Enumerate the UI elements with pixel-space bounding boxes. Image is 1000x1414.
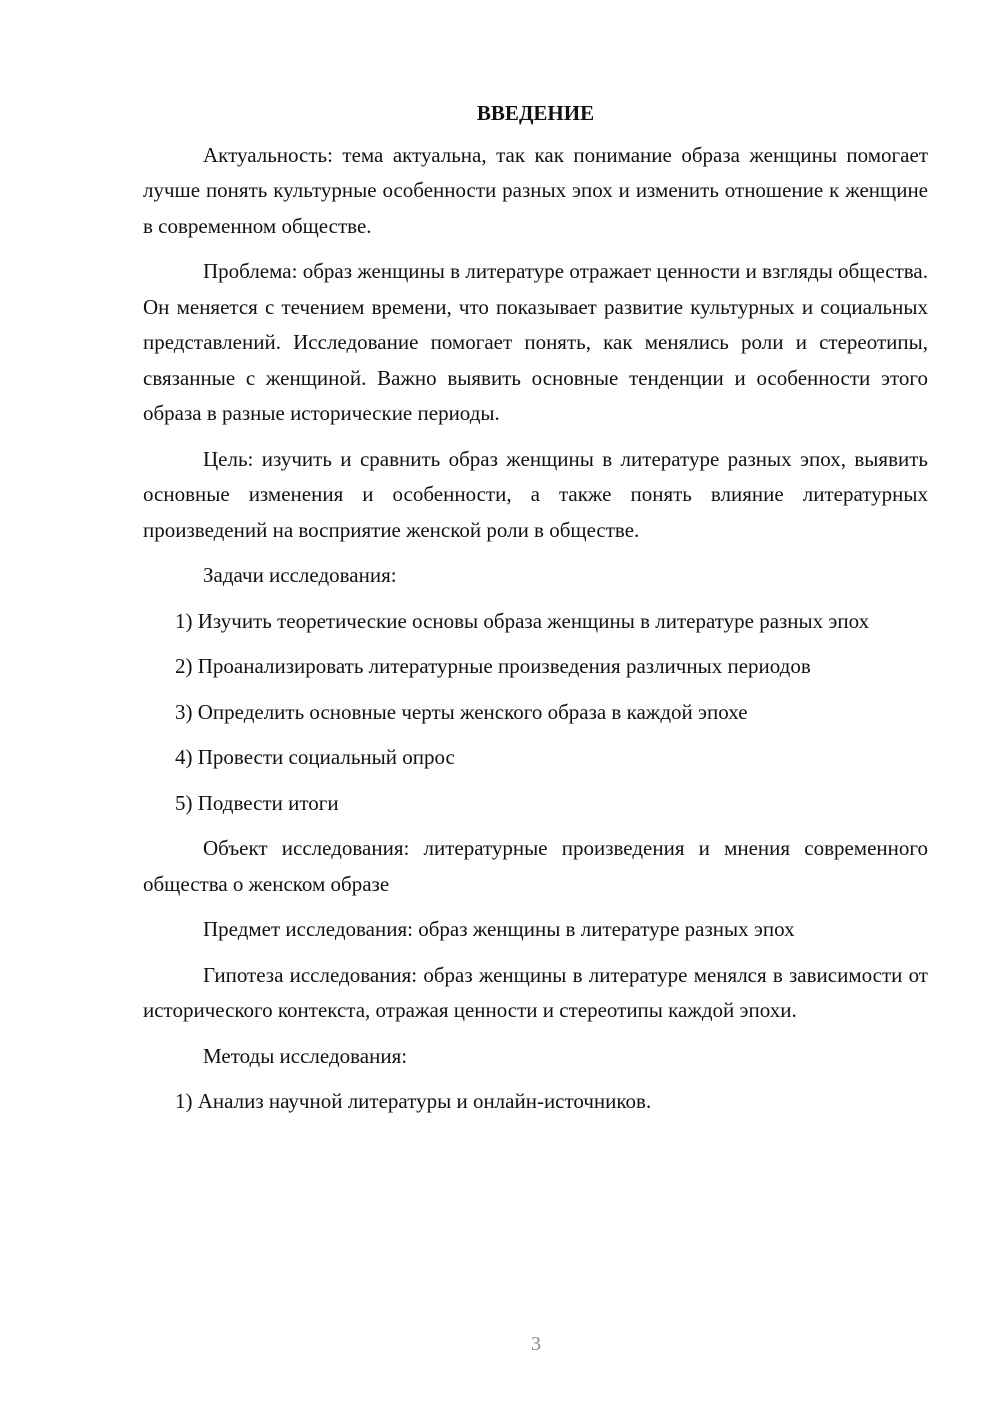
task-item-2: 2) Проанализировать литературные произведения различных периодов xyxy=(175,654,811,678)
problem-paragraph: Проблема: образ женщины в литературе отражает ценности и взгляды общества. Он меняется с течением времени, что показывает развитие культурных и социальных представлений. Исследование помогает понять, как менялись роли и стереотипы, связанные с женщиной. Важно выявить основные тенденции и особенности этого образа в разные исторические периоды. xyxy=(143,259,928,425)
task-item-4: 4) Провести социальный опрос xyxy=(175,745,455,769)
page-number: 3 xyxy=(531,1333,541,1355)
section-heading: ВВЕДЕНИЕ xyxy=(476,101,595,125)
document-body xyxy=(143,96,928,1130)
hypothesis-paragraph: Гипотеза исследования: образ женщины в литературе менялся в зависимости от исторического контекста, отражая ценности и стереотипы каждой эпохи. xyxy=(143,962,928,1022)
methods-title: Методы исследования: xyxy=(203,1043,408,1068)
object-paragraph: Объект исследования: литературные произведения и мнения современного общества о женском образе xyxy=(143,836,928,896)
subject-paragraph: Предмет исследования: образ женщины в литературе разных эпох xyxy=(203,917,795,941)
method-item-1: 1) Анализ научной литературы и онлайн-источников. xyxy=(175,1089,652,1113)
tasks-title: Задачи исследования: xyxy=(203,563,397,587)
relevance-paragraph: Актуальность: тема актуальна, так как понимание образа женщины помогает лучше понять культурные особенности разных эпох и изменить отношение к женщине в современном обществе. xyxy=(143,142,928,238)
task-item-5: 5) Подвести итоги xyxy=(175,790,339,815)
task-item-3: 3) Определить основные черты женского образа в каждой эпохе xyxy=(175,699,748,724)
task-item-1: 1) Изучить теоретические основы образа женщины в литературе разных эпох xyxy=(175,608,870,633)
goal-paragraph: Цель: изучить и сравнить образ женщины в литературе разных эпох, выявить основные изменения и особенности, а также понять влияние литературных произведений на восприятие женской роли в обществе. xyxy=(143,446,928,542)
